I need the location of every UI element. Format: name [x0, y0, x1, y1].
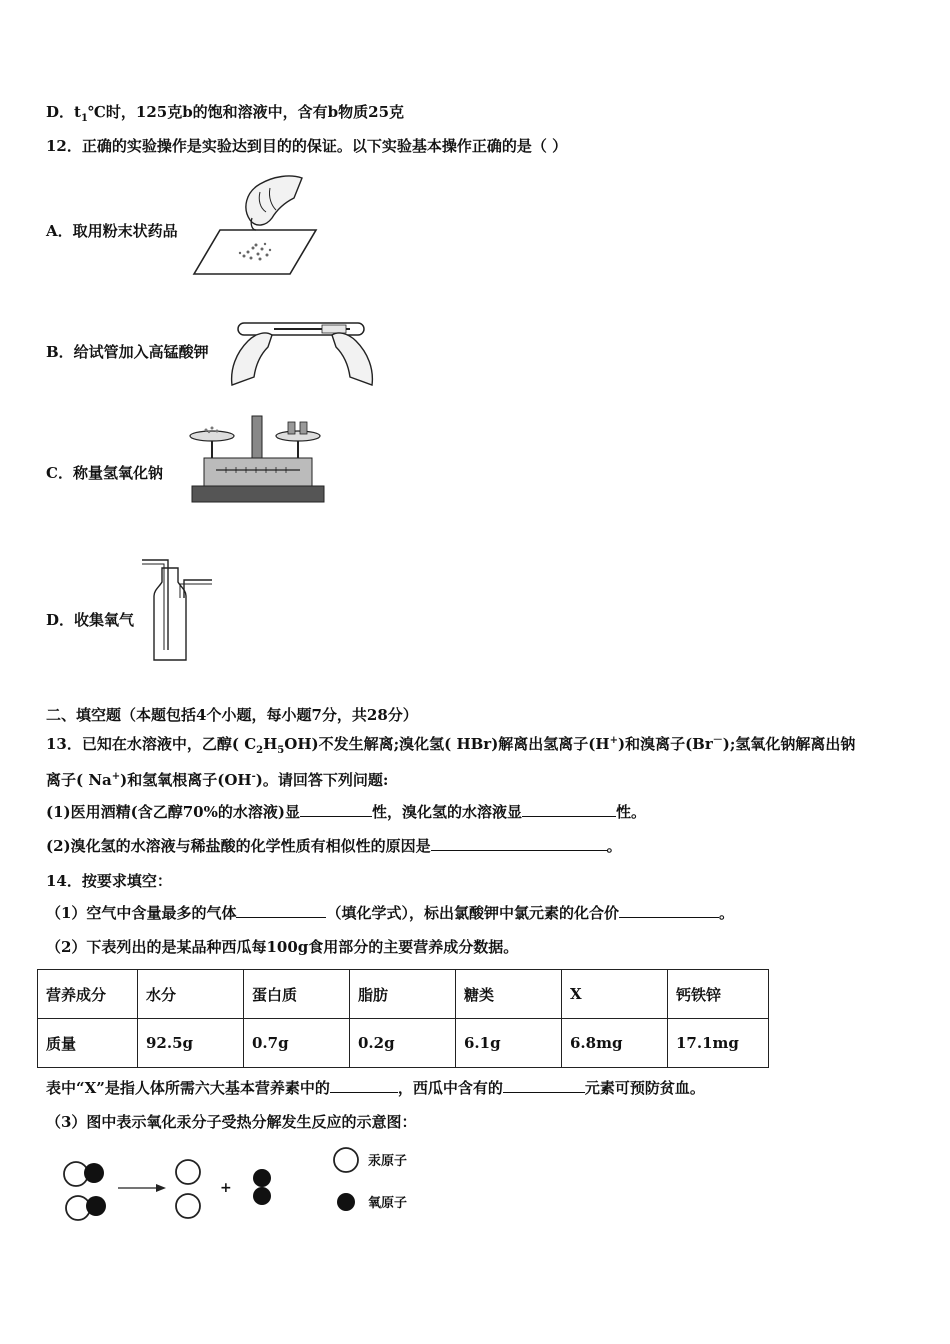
table-header-cell: 水分	[138, 970, 244, 1019]
table-cell: 17.1mg	[668, 1019, 769, 1068]
test-tube-loading-illustration	[226, 313, 378, 389]
legend-mercury-label: 汞原子	[368, 1154, 408, 1169]
q12-option-b-label: B．给试管加入高锰酸钾	[46, 343, 209, 361]
table-header-cell: 营养成分	[38, 970, 138, 1019]
balance-weighing-illustration	[186, 414, 331, 506]
q12-option-d-label: D．收集氧气	[46, 611, 135, 629]
q12-option-c-label: C．称量氢氧化钠	[46, 464, 163, 482]
section-2-title: 二、填空题（本题包括4个小题，每小题7分，共28分）	[46, 706, 418, 724]
q14-part-1: （1）空气中含量最多的气体 （填化学式），标出氯酸钾中氯元素的化合价 。	[46, 904, 734, 922]
q14-blank-1[interactable]	[236, 903, 326, 918]
q13-line-2: 离子( Na+)和氢氧根离子(OH-)。请回答下列问题:	[46, 771, 389, 789]
table-cell: 质量	[38, 1019, 138, 1068]
q14-stem: 14．按要求填空：	[46, 872, 172, 890]
legend-oxygen-label: 氧原子	[368, 1196, 408, 1211]
q13-line-1: 13．已知在水溶液中，乙醇( $C_2H_5OH$)不发生解离;溴化氢( HBr)解离出氢离子(H+)和溴离子(Br－);氢氧化钠解离出钠	[46, 735, 856, 756]
table-row	[38, 970, 769, 1019]
q13-blank-1[interactable]	[300, 802, 372, 817]
q14-blank-2[interactable]	[619, 903, 719, 918]
table-header-cell: 糖类	[456, 970, 562, 1019]
table-cell: 0.2g	[350, 1019, 456, 1068]
table-cell: 6.1g	[456, 1019, 562, 1068]
table-header-cell: X	[562, 970, 668, 1019]
q12-option-a-label: A．取用粉末状药品	[46, 222, 178, 240]
q14-part-2: （2）下表列出的是某品种西瓜每100g食用部分的主要营养成分数据。	[46, 938, 519, 956]
q14-part-3: （3）图中表示氧化汞分子受热分解发生反应的示意图：	[46, 1113, 417, 1131]
nutrition-table	[37, 969, 769, 1068]
q13-part-1: (1)医用酒精(含乙醇70%的水溶液)显 性，溴化氢的水溶液显 性。	[46, 803, 646, 821]
hgo-decomposition-diagram	[56, 1142, 476, 1226]
q13-blank-3[interactable]	[431, 836, 607, 851]
table-header-cell: 蛋白质	[244, 970, 350, 1019]
table-header-cell: 脂肪	[350, 970, 456, 1019]
table-header-cell: 钙铁锌	[668, 970, 769, 1019]
q13-blank-2[interactable]	[522, 802, 616, 817]
table-cell: 0.7g	[244, 1019, 350, 1068]
table-cell: 6.8mg	[562, 1019, 668, 1068]
q14-after-table: 表中“X”是指人体所需六大基本营养素中的 ，西瓜中含有的 元素可预防贫血。	[46, 1079, 705, 1097]
table-row	[38, 1019, 769, 1068]
q14-blank-3[interactable]	[330, 1078, 398, 1093]
q12-stem: 12．正确的实验操作是实验达到目的的保证。以下实验基本操作正确的是（ ）	[46, 137, 568, 155]
plus-sign: +	[220, 1180, 232, 1196]
q11-option-d: D．$t_1℃$时，125克b的饱和溶液中，含有b物质25克	[46, 103, 405, 124]
table-cell: 92.5g	[138, 1019, 244, 1068]
q13-part-2: (2)溴化氢的水溶液与稀盐酸的化学性质有相似性的原因是 。	[46, 837, 622, 855]
q14-blank-4[interactable]	[503, 1078, 585, 1093]
powder-taking-illustration	[190, 168, 320, 278]
gas-collection-bottle-illustration	[140, 558, 216, 664]
